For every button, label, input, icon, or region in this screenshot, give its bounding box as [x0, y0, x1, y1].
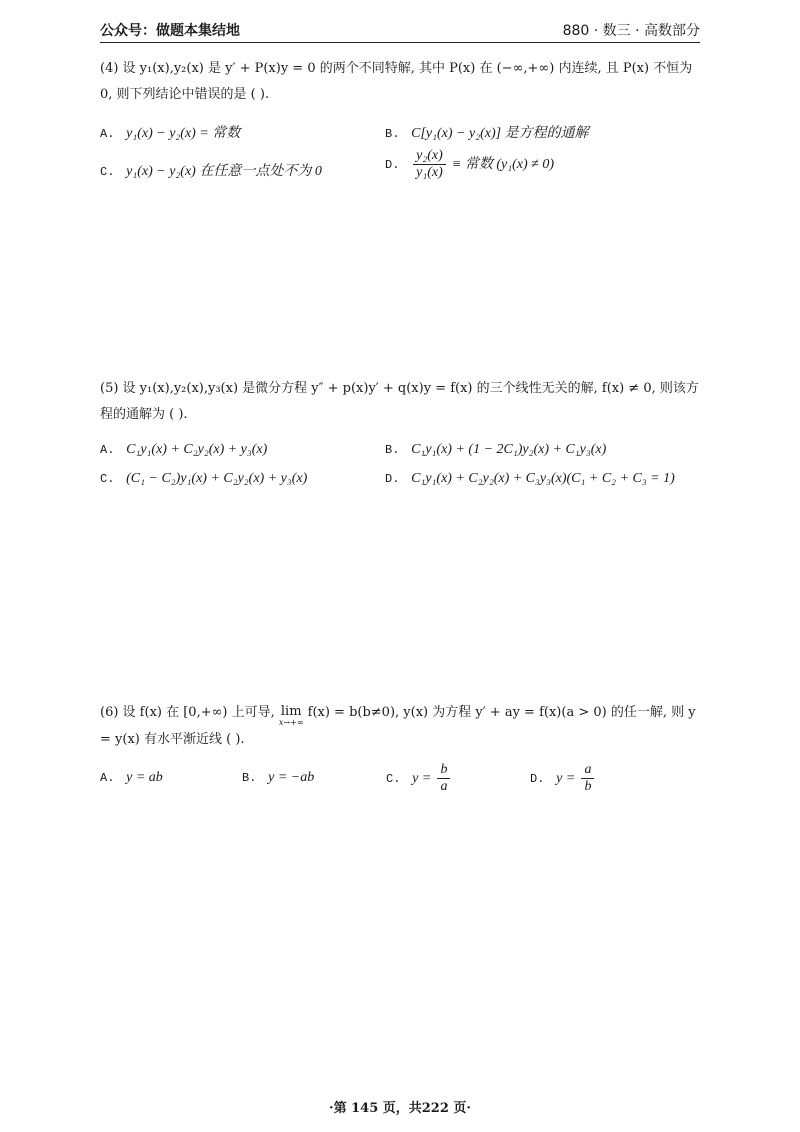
option-text: y₁(x) − y₂(x) 在任意一点处不为 0 — [126, 164, 322, 179]
header-source: 公众号：做题本集结地 — [100, 23, 240, 39]
option-text: y₁(x) − y₂(x) = 常数 — [126, 126, 241, 141]
q6-stem-part1: (6) 设 f(x) 在 [0,+∞) 上可导, — [100, 705, 279, 720]
question-6-stem — [100, 700, 700, 753]
option-label: C. — [386, 772, 401, 786]
option-label: C. — [100, 472, 115, 486]
fraction-denominator: a — [440, 779, 448, 794]
option-text: C₁y₁(x) + (1 − 2C₁)y₂(x) + C₁y₃(x) — [411, 442, 607, 457]
option-label: C. — [100, 165, 115, 179]
fraction-denominator: y₁(x) — [416, 165, 443, 180]
fraction — [437, 762, 450, 795]
limit-word: lim — [280, 704, 302, 719]
q6-option-a[interactable] — [100, 770, 163, 786]
page-footer: ·第 145 页，共222 页· — [329, 1101, 471, 1116]
q4-option-a[interactable] — [100, 122, 240, 142]
q6-option-d[interactable] — [530, 762, 596, 795]
q6-option-b[interactable] — [242, 770, 314, 786]
q5-option-b[interactable] — [385, 442, 606, 458]
option-text: (C₁ − C₂)y₁(x) + C₂y₂(x) + y₃(x) — [126, 471, 308, 486]
fraction — [413, 148, 446, 181]
option-label: D. — [385, 472, 400, 486]
header-section: 880 · 数三 · 高数部分 — [562, 23, 700, 39]
option-prefix: y = — [556, 771, 576, 786]
fraction-numerator: y₂(x) — [413, 148, 446, 165]
option-label: B. — [242, 771, 257, 785]
option-label: A. — [100, 127, 115, 141]
q4-option-d[interactable] — [385, 148, 554, 181]
q4-option-b[interactable] — [385, 122, 589, 142]
option-label: B. — [385, 443, 400, 457]
option-label: A. — [100, 771, 115, 785]
limit-operator — [279, 705, 304, 727]
q5-option-d[interactable] — [385, 471, 675, 487]
q5-option-a[interactable] — [100, 442, 267, 458]
option-text: C₁y₁(x) + C₂y₂(x) + C₃y₃(x)(C₁ + C₂ + C₃ = 1) — [411, 471, 675, 486]
q5-option-c[interactable] — [100, 471, 307, 487]
option-label: B. — [385, 127, 400, 141]
option-label: A. — [100, 443, 115, 457]
limit-subscript: x→+∞ — [278, 718, 304, 727]
fraction-denominator: b — [584, 779, 592, 794]
q6-stem-part2: f(x) = b(b≠0), y(x) 为方程 y′ + ay = f(x)(a > 0) 的任一解, 则 y = y(x) 有水平渐近线 ( ). — [100, 705, 696, 747]
option-text: y = −ab — [268, 770, 315, 785]
fraction — [581, 762, 594, 795]
option-label: D. — [530, 772, 545, 786]
option-text: y = ab — [126, 770, 163, 785]
q6-option-c[interactable] — [386, 762, 452, 795]
option-text: ≡ 常数 (y₁(x) ≠ 0) — [451, 157, 554, 172]
q4-option-c[interactable] — [100, 160, 322, 180]
page-header — [100, 18, 700, 43]
question-5-stem: (5) 设 y₁(x),y₂(x),y₃(x) 是微分方程 y″ + p(x)y′ + q(x)y = f(x) 的三个线性无关的解, f(x) ≠ 0, 则该方程的通解为 ( ). — [100, 381, 699, 422]
option-text: C₁y₁(x) + C₂y₂(x) + y₃(x) — [126, 442, 268, 457]
option-prefix: y = — [412, 771, 432, 786]
fraction-numerator: a — [581, 762, 594, 779]
question-4-stem: (4) 设 y₁(x),y₂(x) 是 y′ + P(x)y = 0 的两个不同特解, 其中 P(x) 在 (−∞,+∞) 内连续, 且 P(x) 不恒为 0, 则下列结论中错误的是 ( ). — [100, 61, 693, 102]
option-text: C[y₁(x) − y₂(x)] 是方程的通解 — [411, 126, 589, 141]
fraction-numerator: b — [437, 762, 450, 779]
option-label: D. — [385, 158, 400, 172]
